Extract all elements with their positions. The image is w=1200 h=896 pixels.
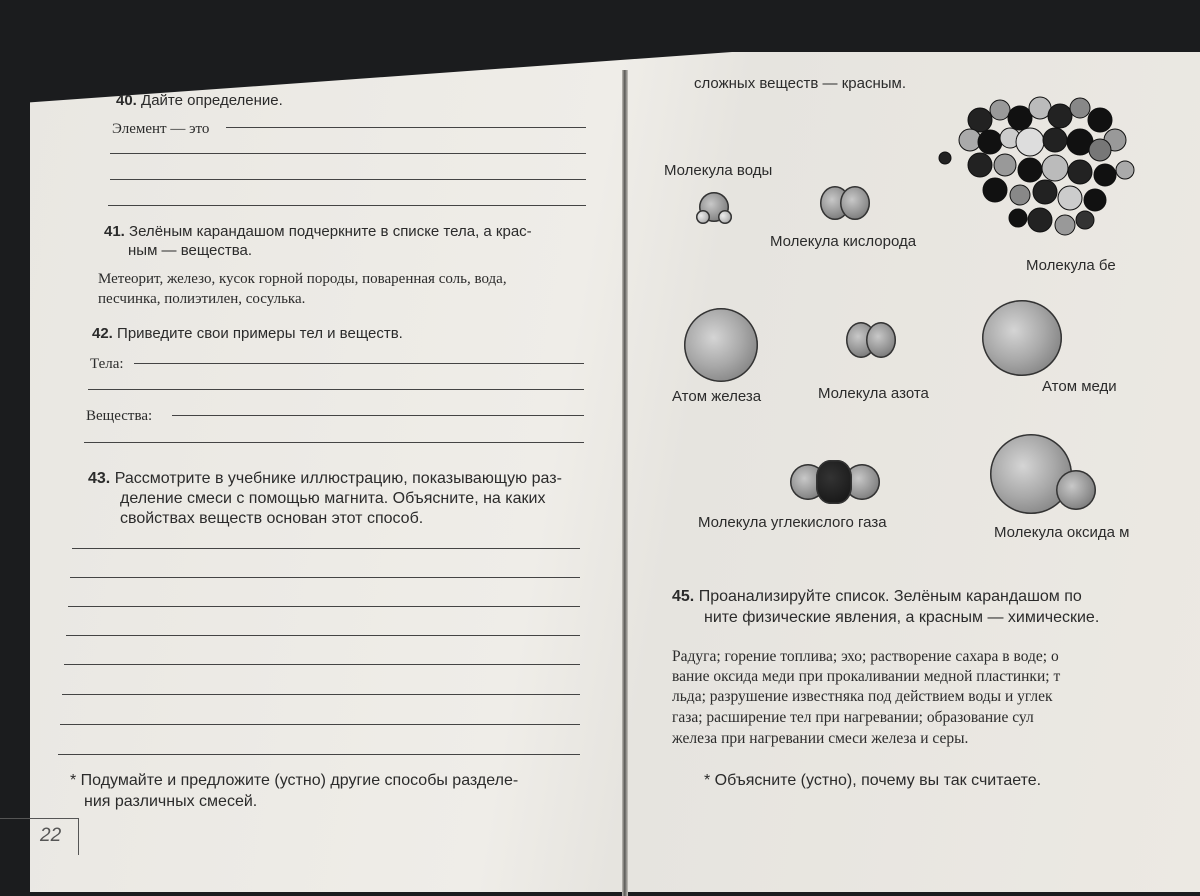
answer-line[interactable]: [172, 415, 584, 416]
label-water-molecule: Молекула воды: [664, 162, 773, 179]
q43-number: 43.: [88, 470, 111, 487]
q41-number: 41.: [104, 223, 125, 240]
answer-line[interactable]: [72, 548, 580, 549]
answer-line[interactable]: [64, 664, 580, 665]
answer-line[interactable]: [58, 754, 580, 755]
label-iron-atom: Атом железа: [672, 388, 762, 405]
q41-list-line1: Метеорит, железо, кусок горной породы, поваренная соль, вода,: [98, 271, 507, 287]
answer-line[interactable]: [110, 153, 586, 154]
answer-line[interactable]: [84, 442, 584, 443]
q42-text: Приведите свои примеры тел и веществ.: [117, 325, 403, 342]
label-oxygen-molecule: Молекула кислорода: [770, 233, 917, 250]
copper-atom-icon: [982, 300, 1062, 376]
carbon-atom-icon: [816, 460, 852, 504]
q45-footnote: * Объясните (устно), почему вы так считаете.: [704, 772, 1042, 789]
answer-line[interactable]: [68, 606, 580, 607]
q45-text-line1: Проанализируйте список. Зелёным карандашом по: [698, 588, 1082, 605]
oxygen-atom-icon: [1056, 470, 1096, 510]
q42-number: 42.: [92, 325, 113, 342]
answer-line[interactable]: [110, 179, 586, 180]
oxygen-atom-icon: [840, 186, 870, 220]
q45-list-line1: Радуга; горение топлива; эхо; растворение сахара в воде; о: [672, 648, 1059, 665]
q43-line1: [88, 470, 562, 488]
hydrogen-atom-icon: [696, 210, 710, 224]
answer-line[interactable]: [66, 635, 580, 636]
q41-text-line1: Зелёным карандашом подчеркните в списке тела, а крас-: [129, 223, 532, 240]
q45-line1: [672, 588, 1082, 606]
q45-number: 45.: [672, 588, 695, 605]
answer-line[interactable]: [62, 694, 580, 695]
q42-substances-label: Вещества:: [86, 408, 153, 424]
q42-bodies-label: Тела:: [90, 356, 124, 372]
answer-line[interactable]: [60, 724, 580, 725]
q45-text-line2: ните физические явления, а красным — химические.: [704, 609, 1100, 626]
page-number-box: [0, 818, 79, 855]
right-top-text: сложных веществ — красным.: [694, 75, 906, 92]
footnote-line1: * Подумайте и предложите (устно) другие способы разделе-: [70, 772, 519, 789]
label-nitrogen-molecule: Молекула азота: [818, 385, 929, 402]
answer-line[interactable]: [134, 363, 584, 364]
footnote-line2: ния различных смесей.: [84, 793, 258, 810]
q40-element-label: Элемент — это: [112, 121, 210, 137]
label-co2-molecule: Молекула углекислого газа: [698, 514, 887, 531]
protein-molecule-icon: [930, 80, 1140, 250]
label-copper-oxide-molecule: Молекула оксида м: [994, 524, 1130, 541]
answer-line[interactable]: [70, 577, 580, 578]
q40-heading: [116, 92, 283, 110]
q43-text-line1: Рассмотрите в учебнике иллюстрацию, показывающую раз-: [114, 470, 562, 487]
iron-atom-icon: [684, 308, 758, 382]
q45-list-line3: льда; разрушение известняка под действием воды и углек: [672, 688, 1053, 705]
page-number: 22: [40, 825, 62, 846]
q41-line1: [104, 223, 532, 241]
label-copper-atom: Атом меди: [1042, 378, 1117, 395]
q41-text-line2: ным — вещества.: [128, 242, 253, 259]
hydrogen-atom-icon: [718, 210, 732, 224]
answer-line[interactable]: [88, 389, 584, 390]
q43-text-line2: деление смеси с помощью магнита. Объясните, на каких: [120, 490, 546, 507]
q45-list-line4: газа; расширение тел при нагревании; образование сул: [672, 709, 1034, 726]
answer-line[interactable]: [108, 205, 586, 206]
q45-list-line2: вание оксида меди при прокаливании медной пластинки; т: [672, 668, 1061, 685]
q45-list-line5: железа при нагревании смеси железа и серы.: [672, 730, 969, 747]
q40-text: Дайте определение.: [141, 92, 283, 109]
q41-list-line2: песчинка, полиэтилен, сосулька.: [98, 291, 306, 307]
q43-text-line3: свойствах веществ основан этот способ.: [120, 510, 424, 527]
q42-heading: [92, 325, 403, 343]
q40-number: 40.: [116, 92, 137, 109]
page-fold: [622, 70, 628, 896]
nitrogen-atom-icon: [866, 322, 896, 358]
answer-line[interactable]: [226, 127, 586, 128]
label-protein-molecule: Молекула бе: [1026, 257, 1116, 274]
